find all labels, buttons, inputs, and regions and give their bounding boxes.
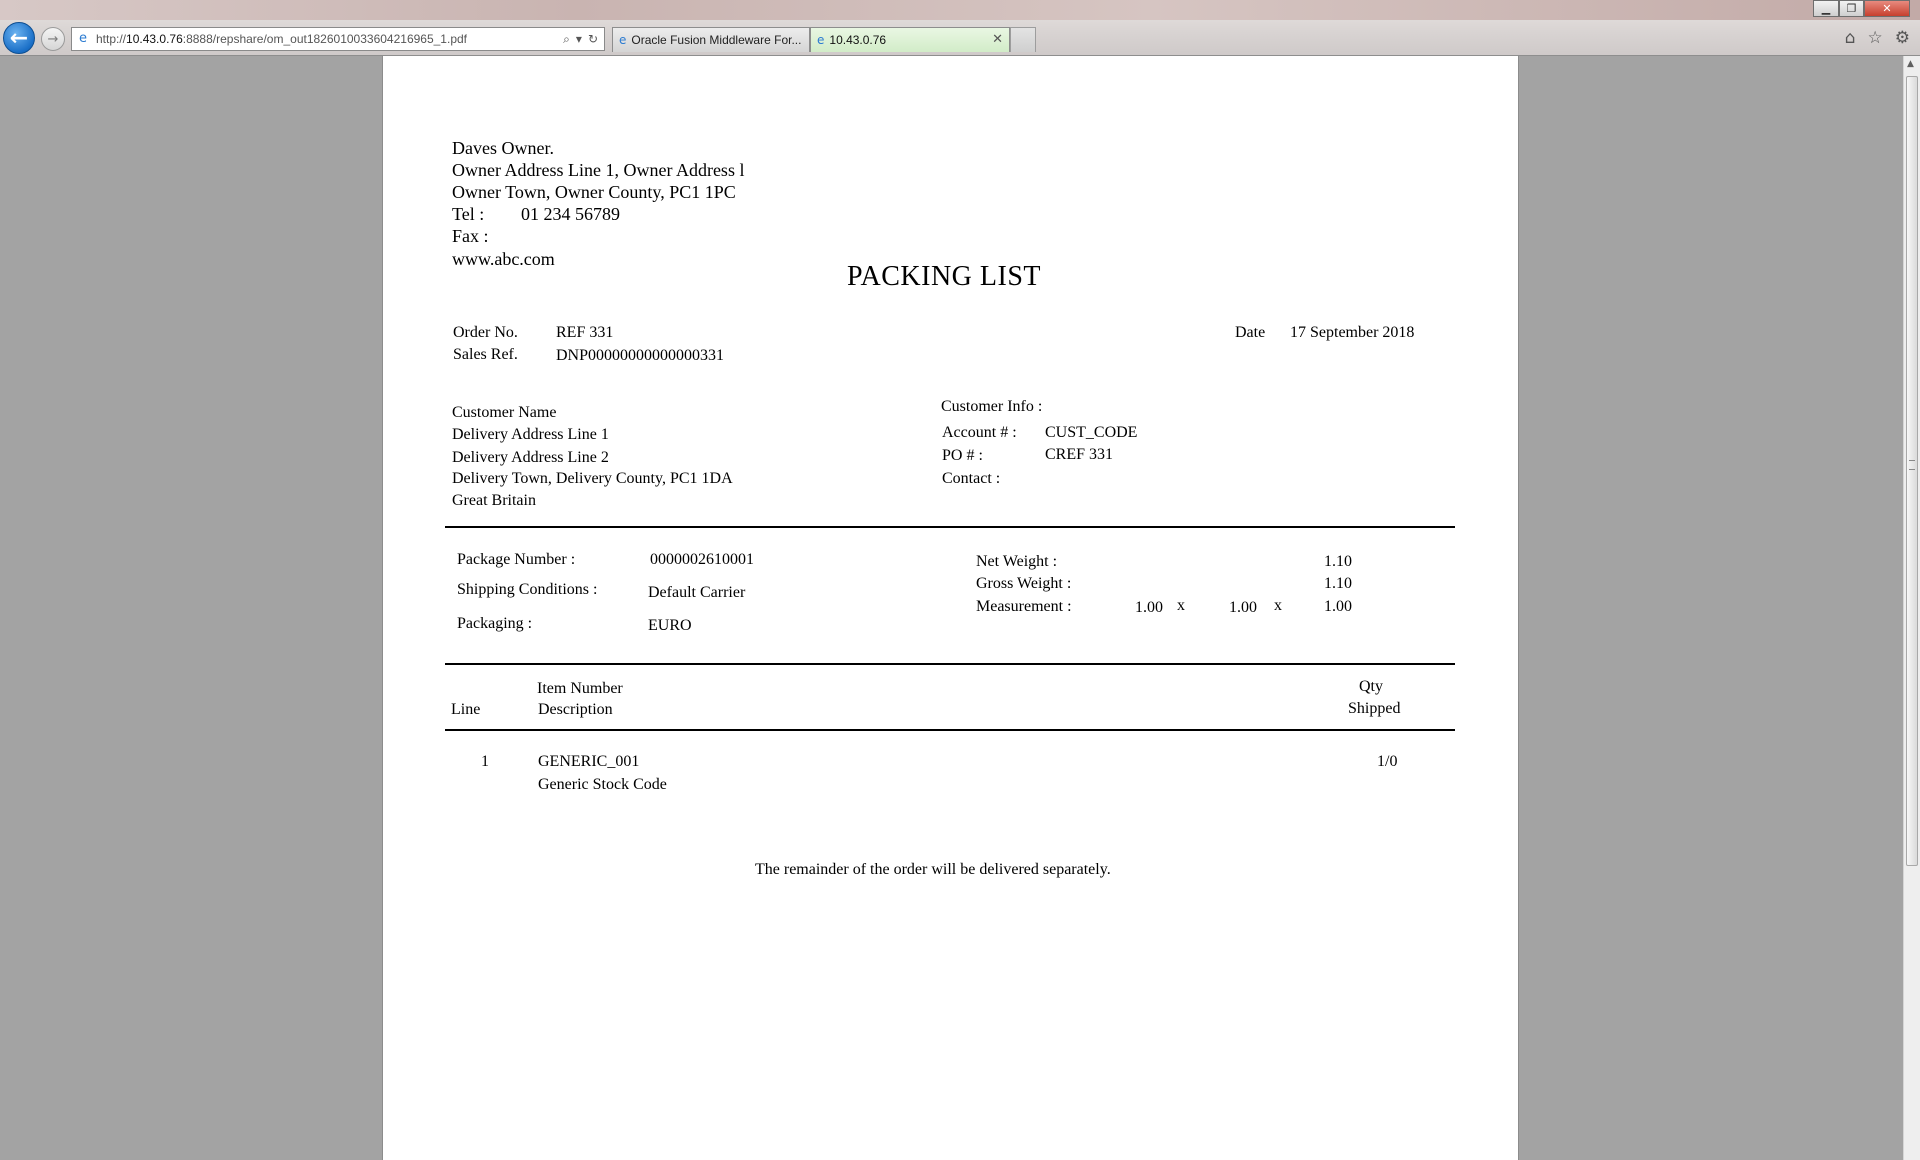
ie-tab-icon: e [817,33,825,47]
search-icon[interactable]: ⌕ [563,31,570,46]
account-label: Account # : [942,424,1017,441]
delivery-address-line2: Delivery Address Line 2 [452,449,609,466]
customer-name: Customer Name [452,404,557,421]
divider-rule [445,663,1455,665]
window-controls [1813,0,1910,17]
title-bar [0,0,1920,20]
sales-ref-value: DNP00000000000000331 [556,347,725,364]
measurement-value-1: 1.00 [1135,599,1163,616]
date-label: Date [1235,324,1266,341]
account-value: CUST_CODE [1045,424,1138,441]
maximize-button[interactable] [1839,0,1864,17]
measurement-value-2: 1.00 [1229,599,1257,616]
net-weight-label: Net Weight : [976,553,1058,570]
back-arrow-icon: ← [9,25,29,51]
gross-weight-value: 1.10 [1324,575,1352,592]
scroll-up-arrow-icon[interactable]: ▲ [1907,59,1914,69]
col-header-shipped: Shipped [1348,700,1401,717]
pdf-page [382,56,1519,1160]
divider-rule [445,729,1455,731]
owner-address-line2: Owner Town, Owner County, PC1 1PC [452,182,736,202]
net-weight-value: 1.10 [1324,553,1352,570]
vertical-scrollbar[interactable] [1903,56,1920,1160]
contact-label: Contact : [942,470,1001,487]
dropdown-arrow-icon[interactable]: ▾ [575,31,582,46]
tab-active-pdf[interactable]: e 10.43.0.76 ✕ [810,27,1010,52]
back-button[interactable] [3,22,35,54]
browser-toolbar [0,0,1920,56]
owner-tel-value: 01 234 56789 [521,204,620,224]
settings-gear-icon[interactable]: ⚙ [1894,28,1910,48]
sales-ref-label: Sales Ref. [453,346,518,363]
ie-tab-icon: e [619,33,627,47]
document-title: PACKING LIST [847,261,1041,292]
row-line-number: 1 [481,753,489,770]
home-icon[interactable]: ⌂ [1844,28,1856,48]
measurement-label: Measurement : [976,598,1072,615]
close-icon: ✕ [1882,2,1892,15]
owner-website: www.abc.com [452,249,555,269]
packaging-label: Packaging : [457,615,533,632]
col-header-item-number: Item Number [537,680,623,697]
order-no-label: Order No. [453,324,518,341]
col-header-line: Line [451,701,481,718]
col-header-description: Description [538,701,613,718]
scrollbar-thumb[interactable] [1906,76,1918,866]
refresh-icon[interactable]: ↻ [587,31,598,46]
shipping-conditions-value: Default Carrier [648,584,746,601]
shipping-conditions-label: Shipping Conditions : [457,581,598,598]
po-value: CREF 331 [1045,446,1114,463]
package-number-value: 0000002610001 [650,551,754,568]
row-description: Generic Stock Code [538,776,667,793]
gross-weight-label: Gross Weight : [976,575,1072,592]
forward-button[interactable] [41,27,65,51]
close-tab-icon[interactable]: ✕ [992,32,1003,47]
date-value: 17 September 2018 [1290,324,1415,341]
owner-address-line1: Owner Address Line 1, Owner Address l [452,160,745,180]
address-bar[interactable] [71,27,605,51]
delivery-country: Great Britain [452,492,536,509]
delivery-town: Delivery Town, Delivery County, PC1 1DA [452,470,733,487]
packaging-value: EURO [648,617,692,634]
row-item-number: GENERIC_001 [538,753,640,770]
tab-oracle-fusion[interactable]: e Oracle Fusion Middleware For... [612,27,810,52]
footer-note: The remainder of the order will be delivered separately. [755,861,1111,878]
address-url[interactable]: http://10.43.0.76:8888/repshare/om_out1826010033604216965_1.pdf [96,32,467,46]
measurement-x-1: x [1177,597,1185,614]
package-number-label: Package Number : [457,551,576,568]
order-no-value: REF 331 [556,324,614,341]
col-header-qty: Qty [1359,678,1383,695]
favorites-star-icon[interactable]: ☆ [1867,28,1883,48]
forward-arrow-icon: → [47,31,59,47]
owner-name: Daves Owner. [452,138,554,158]
minimize-icon: ▁ [1821,2,1831,15]
divider-rule [445,526,1455,528]
po-label: PO # : [942,447,983,464]
owner-fax-label: Fax : [452,226,489,246]
restore-icon: ❐ [1846,2,1857,15]
new-tab-button[interactable] [1010,27,1036,52]
owner-tel-label: Tel : [452,204,485,224]
customer-info-label: Customer Info : [941,398,1043,415]
measurement-value-3: 1.00 [1324,598,1352,615]
row-qty-shipped: 1/0 [1377,753,1398,770]
delivery-address-line1: Delivery Address Line 1 [452,426,609,443]
close-window-button[interactable] [1864,0,1910,17]
ie-page-icon: e [79,31,87,46]
minimize-button[interactable] [1813,0,1839,17]
scroll-grip-icon [1909,460,1915,470]
measurement-x-2: x [1274,597,1282,614]
